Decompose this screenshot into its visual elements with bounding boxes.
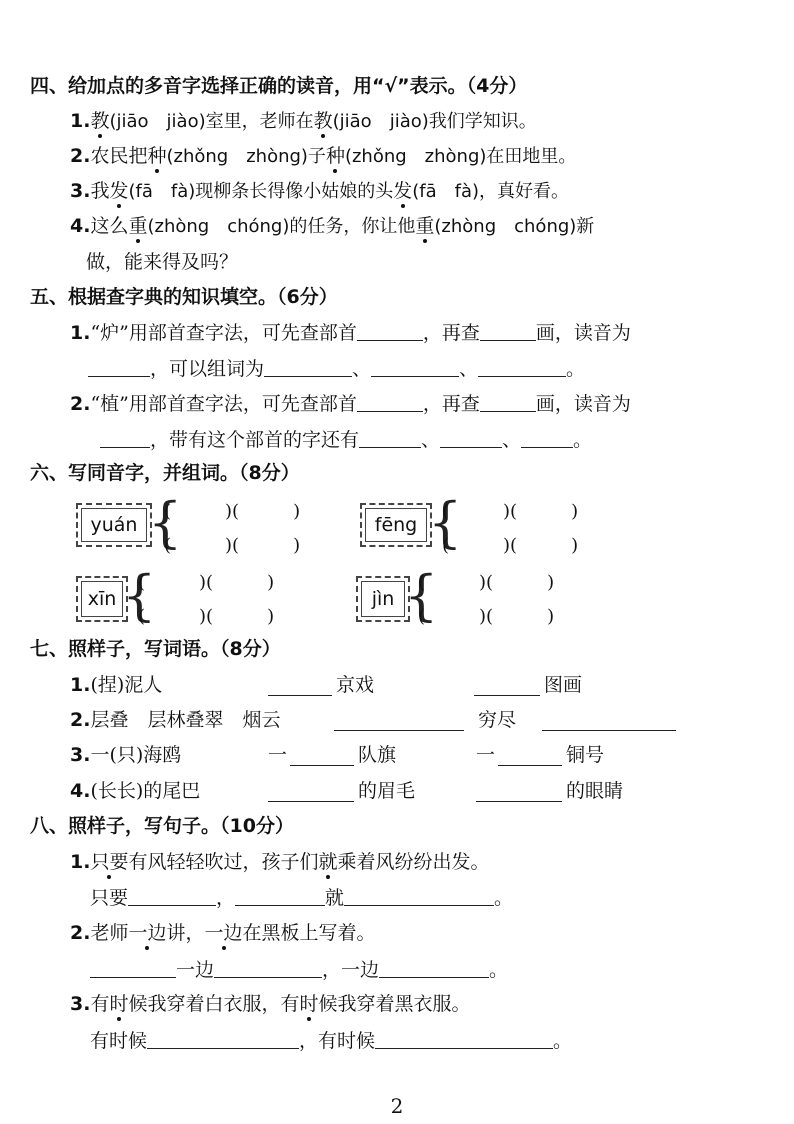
dotted-char: 发	[109, 180, 129, 202]
q7-4: 4.(长长)的尾巴	[70, 780, 201, 802]
q8-2-answer: 一边 ，一边 。	[90, 957, 508, 982]
pinyin-box-xin: xīn	[76, 576, 128, 622]
answer-blank[interactable]	[480, 391, 536, 412]
answer-blank[interactable]	[521, 427, 573, 448]
section-6-title: 六、写同音字，并组词。（8分）	[30, 462, 300, 484]
q5-2-line2: ，带有这个部首的字还有 、 、 。	[100, 427, 592, 452]
answer-blank[interactable]	[375, 1028, 553, 1049]
q4-1: 1.教(jiāo jiào)室里，老师在教(jiāo jiào)我们学知识。	[70, 110, 537, 132]
q4-3: 3.我发(fā fà)现柳条长得像小姑娘的头发(fā fà)，真好看。	[70, 180, 570, 202]
q7-1: 1.(捏)泥人	[70, 674, 163, 696]
word: 的眼睛	[566, 780, 624, 802]
word: 图画	[544, 674, 583, 696]
q7-2: 2.层叠 层林叠翠 烟云	[70, 709, 281, 731]
q5-1-line1: 1.“炉”用部首查字法，可先查部首 ，再查 画，读音为	[70, 322, 631, 344]
q8-1: 1.只要有风轻轻吹过，孩子们就乘着风纷纷出发。	[70, 851, 490, 873]
answer-parens[interactable]: ( )( )	[442, 501, 579, 522]
answer-blank[interactable]	[357, 320, 423, 341]
dotted-word: 就	[318, 851, 338, 873]
q8-3: 3.有时候我穿着白衣服，有时候我穿着黑衣服。	[70, 993, 471, 1015]
answer-blank[interactable]	[90, 957, 176, 978]
dotted-char: 重	[415, 215, 435, 237]
dotted-word: 一边	[204, 922, 243, 944]
answer-blank[interactable]	[268, 675, 332, 696]
q8-1-answer: 只要 ， 就 。	[90, 887, 514, 909]
answer-blank[interactable]	[334, 710, 464, 731]
word: 京戏	[336, 674, 375, 696]
answer-blank[interactable]	[128, 885, 216, 906]
q8-3-answer: 有时候 ，有时候 。	[90, 1030, 573, 1052]
dotted-word: 有时候	[90, 993, 148, 1015]
answer-parens[interactable]: ( )( )	[164, 501, 301, 522]
brace: {	[122, 564, 157, 627]
answer-parens[interactable]: ( )( )	[418, 606, 555, 627]
answer-blank[interactable]	[268, 781, 354, 802]
brace: {	[148, 491, 183, 554]
q4-4: 4.这么重(zhòng chóng)的任务，你让他重(zhòng chóng)新	[70, 215, 595, 237]
dotted-char: 种	[325, 145, 345, 167]
dotted-char: 重	[128, 215, 148, 237]
page-number: 2	[390, 1094, 404, 1118]
q8-2: 2.老师一边讲，一边在黑板上写着。	[70, 922, 376, 944]
dotted-char: 种	[147, 145, 167, 167]
brace: {	[428, 491, 463, 554]
answer-blank[interactable]	[379, 957, 489, 978]
section-4-title: 四、给加点的多音字选择正确的读音，用“√”表示。（4分）	[30, 75, 528, 97]
answer-blank[interactable]	[498, 745, 562, 766]
section-8-title: 八、照样子，写句子。（10分）	[30, 815, 294, 837]
answer-parens[interactable]: ( )( )	[418, 572, 555, 593]
word: 铜号	[566, 744, 605, 766]
answer-blank[interactable]	[480, 320, 536, 341]
word: 队旗	[358, 744, 397, 766]
answer-parens[interactable]: ( )( )	[138, 606, 275, 627]
answer-blank[interactable]	[264, 356, 352, 377]
word: 一	[476, 744, 496, 766]
answer-blank[interactable]	[100, 427, 150, 448]
word: 穷尽	[478, 709, 517, 731]
answer-blank[interactable]	[478, 356, 566, 377]
dotted-char: 发	[393, 180, 413, 202]
q5-1-line2: ，可以组词为 、 、 。	[88, 356, 585, 381]
q4-2: 2.农民把种(zhǒng zhòng)子种(zhǒng zhòng)在田地里。	[70, 145, 577, 167]
pinyin-box-jin: jìn	[356, 576, 410, 622]
q7-3: 3.一(只)海鸥	[70, 744, 182, 766]
answer-blank[interactable]	[357, 391, 423, 412]
answer-blank[interactable]	[290, 745, 354, 766]
dotted-char: 教	[313, 110, 333, 132]
answer-parens[interactable]: ( )( )	[442, 535, 579, 556]
dotted-char: 教	[90, 110, 110, 132]
answer-blank[interactable]	[474, 675, 540, 696]
pinyin-box-yuan: yuán	[76, 503, 152, 547]
answer-blank[interactable]	[344, 885, 494, 906]
answer-blank[interactable]	[359, 427, 421, 448]
dotted-word: 有时候	[280, 993, 338, 1015]
answer-blank[interactable]	[440, 427, 502, 448]
section-7-title: 七、照样子，写词语。（8分）	[30, 638, 281, 660]
q5-2-line1: 2.“植”用部首查字法，可先查部首 ，再查 画，读音为	[70, 393, 631, 415]
answer-parens[interactable]: ( )( )	[164, 535, 301, 556]
dotted-word: 一边	[128, 922, 167, 944]
pinyin-box-feng: fēng	[360, 503, 432, 547]
answer-blank[interactable]	[235, 885, 325, 906]
section-5-title: 五、根据查字典的知识填空。（6分）	[30, 286, 338, 308]
answer-blank[interactable]	[88, 356, 150, 377]
brace: {	[404, 564, 439, 627]
answer-parens[interactable]: ( )( )	[138, 572, 275, 593]
word: 一	[268, 744, 288, 766]
dotted-word: 只要	[90, 851, 129, 873]
answer-blank[interactable]	[476, 781, 562, 802]
answer-blank[interactable]	[147, 1028, 299, 1049]
answer-blank[interactable]	[214, 957, 322, 978]
answer-blank[interactable]	[542, 710, 676, 731]
answer-blank[interactable]	[371, 356, 459, 377]
word: 的眉毛	[358, 780, 416, 802]
q4-4-cont: 做，能来得及吗？	[86, 251, 239, 273]
